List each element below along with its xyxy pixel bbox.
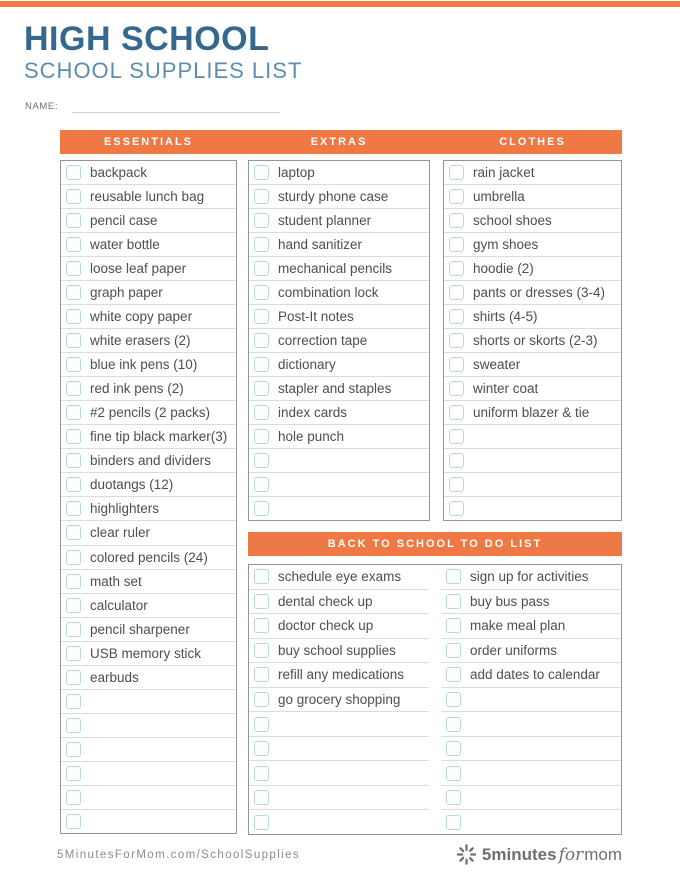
checklist-item-label: water bottle [90, 237, 160, 253]
checkbox[interactable] [446, 618, 461, 633]
checkbox[interactable] [66, 405, 81, 420]
checklist-row [249, 233, 429, 257]
checklist-item-label: #2 pencils (2 packs) [90, 405, 211, 421]
checklist-row [444, 305, 621, 329]
checkbox[interactable] [449, 477, 464, 492]
checkbox[interactable] [66, 213, 81, 228]
logo-text-script: for [558, 844, 584, 865]
checklist-item-label: uniform blazer & tie [473, 405, 590, 420]
checklist-row [441, 688, 621, 713]
checklist-item-label: math set [90, 573, 142, 589]
checklist-item-label: pencil sharpener [90, 621, 190, 637]
clothes-header: CLOTHES [499, 136, 566, 148]
checklist-row [441, 761, 621, 786]
checklist-row [444, 161, 621, 185]
essentials-header: ESSENTIALS [103, 136, 194, 148]
checklist-item-label: dictionary [278, 357, 336, 372]
checklist-item-label: backpack [90, 165, 148, 181]
checklist-row [249, 761, 429, 786]
checklist-item-label: gym shoes [473, 237, 539, 252]
checkbox[interactable] [66, 790, 81, 805]
checkbox[interactable] [254, 405, 269, 420]
checklist-row [249, 329, 429, 353]
checkbox[interactable] [66, 477, 81, 492]
checkbox[interactable] [446, 569, 461, 584]
checkbox[interactable] [254, 501, 269, 516]
checkbox[interactable] [254, 594, 269, 609]
checklist-row [61, 209, 236, 233]
checklist-item-label: school shoes [473, 213, 552, 228]
checklist-item-label: dental check up [278, 593, 373, 609]
checklist-row [441, 590, 621, 615]
checkbox[interactable] [66, 357, 81, 372]
checklist-item-label: make meal plan [470, 618, 566, 634]
checklist-item-label: rain jacket [473, 165, 535, 180]
checkbox[interactable] [254, 189, 269, 204]
checkbox[interactable] [449, 309, 464, 324]
checklist-row [61, 594, 236, 618]
checkbox[interactable] [446, 692, 461, 707]
checklist-row [441, 786, 621, 811]
checklist-item-label: Post-It notes [278, 309, 354, 324]
checkbox[interactable] [449, 405, 464, 420]
checklist-item-label: laptop [278, 165, 315, 180]
checkbox[interactable] [66, 742, 81, 757]
checklist-item-label: clear ruler [90, 525, 151, 541]
checklist-row [61, 161, 236, 185]
checklist-row [61, 281, 236, 305]
checklist-row [444, 449, 621, 473]
checkbox[interactable] [254, 692, 269, 707]
checkbox[interactable] [254, 237, 269, 252]
checklist-row [249, 425, 429, 449]
checklist-row [61, 786, 236, 810]
checkbox[interactable] [254, 309, 269, 324]
checklist-row [441, 810, 621, 834]
checklist-item-label: correction tape [278, 333, 368, 348]
checkbox[interactable] [449, 453, 464, 468]
checkbox[interactable] [254, 717, 269, 732]
checklist-row [249, 497, 429, 520]
checkbox[interactable] [446, 594, 461, 609]
checklist-item-label: winter coat [473, 381, 539, 396]
checklist-row [61, 618, 236, 642]
checklist-item-label: order uniforms [470, 642, 558, 658]
checklist-row [61, 810, 236, 833]
checklist-row [249, 737, 429, 762]
checklist-row [61, 425, 236, 449]
checklist-row [61, 642, 236, 666]
checklist-row [61, 353, 236, 377]
checklist-row [61, 449, 236, 473]
checklist-item-label: sturdy phone case [278, 189, 389, 204]
checklist-row [444, 497, 621, 520]
checkbox[interactable] [254, 766, 269, 781]
checkbox[interactable] [254, 453, 269, 468]
checklist-item-label: shorts or skorts (2-3) [473, 333, 598, 348]
checkbox[interactable] [254, 741, 269, 756]
checklist-row [249, 614, 429, 639]
checkbox[interactable] [449, 429, 464, 444]
checklist-row [249, 161, 429, 185]
checklist-row [61, 738, 236, 762]
checklist-item-label: graph paper [90, 285, 163, 301]
checklist-row [61, 762, 236, 786]
checklist-item-label: hole punch [278, 429, 345, 444]
checklist-row [61, 714, 236, 738]
checklist-item-label: pencil case [90, 213, 158, 229]
checklist-row [249, 473, 429, 497]
checkbox[interactable] [254, 790, 269, 805]
page-title: HIGH SCHOOL [24, 20, 270, 58]
checklist-row [249, 449, 429, 473]
footer-url: 5MinutesForMom.com/SchoolSupplies [57, 849, 301, 861]
checkbox[interactable] [66, 574, 81, 589]
checklist-item-label: stapler and staples [278, 381, 392, 396]
checkbox[interactable] [66, 550, 81, 565]
checklist-item-label: student planner [278, 213, 372, 228]
checklist-row [249, 377, 429, 401]
top-accent-bar [0, 1, 680, 7]
checklist-item-label: loose leaf paper [90, 261, 187, 277]
name-input[interactable] [72, 100, 280, 113]
checklist-item-label: mechanical pencils [278, 261, 393, 276]
checklist-row [249, 663, 429, 688]
checklist-row [249, 712, 429, 737]
checklist-row [61, 329, 236, 353]
checklist-row [249, 401, 429, 425]
checklist-item-label: buy bus pass [470, 593, 550, 609]
checklist-row [444, 425, 621, 449]
checklist-row [444, 377, 621, 401]
checkbox[interactable] [449, 333, 464, 348]
checklist-row [444, 473, 621, 497]
checkbox[interactable] [254, 569, 269, 584]
checklist-item-label: refill any medications [278, 667, 405, 683]
checklist-item-label: buy school supplies [278, 642, 396, 658]
checkbox[interactable] [449, 501, 464, 516]
checklist-row [61, 233, 236, 257]
checkbox[interactable] [66, 501, 81, 516]
checklist-row [61, 185, 236, 209]
checklist-row [61, 690, 236, 714]
checkbox[interactable] [66, 670, 81, 685]
checklist-row [441, 614, 621, 639]
checklist-row [444, 209, 621, 233]
checklist-item-label: schedule eye exams [278, 569, 402, 585]
checklist-row [249, 810, 429, 834]
checkbox[interactable] [254, 618, 269, 633]
checkbox[interactable] [446, 766, 461, 781]
checklist-row [444, 401, 621, 425]
extras-checklist [248, 160, 430, 521]
checkbox[interactable] [254, 285, 269, 300]
checkbox[interactable] [66, 165, 81, 180]
checklist-row [61, 521, 236, 545]
checklist-item-label: blue ink pens (10) [90, 357, 198, 373]
checkbox[interactable] [446, 741, 461, 756]
checkbox[interactable] [66, 237, 81, 252]
checklist-item-label: reusable lunch bag [90, 189, 205, 205]
checkbox[interactable] [449, 165, 464, 180]
checklist-row [61, 473, 236, 497]
checklist-row [249, 565, 429, 590]
checkbox[interactable] [66, 189, 81, 204]
checklist-item-label: hoodie (2) [473, 261, 534, 276]
checklist-item-label: add dates to calendar [470, 667, 600, 683]
checklist-row [444, 353, 621, 377]
checklist-row [441, 565, 621, 590]
checklist-row [249, 257, 429, 281]
checkbox[interactable] [66, 285, 81, 300]
checklist-item-label: pants or dresses (3-4) [473, 285, 606, 300]
checklist-item-label: colored pencils (24) [90, 549, 208, 565]
checklist-row [249, 639, 429, 664]
checkbox[interactable] [66, 598, 81, 613]
checkbox[interactable] [446, 790, 461, 805]
todo-section-header: BACK TO SCHOOL TO DO LIST [248, 532, 622, 556]
checkbox[interactable] [254, 333, 269, 348]
checkbox[interactable] [254, 643, 269, 658]
checklist-row [61, 377, 236, 401]
checkbox[interactable] [446, 667, 461, 682]
page-subtitle: SCHOOL SUPPLIES LIST [24, 58, 303, 83]
checklist-row [441, 663, 621, 688]
checklist-row [444, 329, 621, 353]
checklist-item-label: white erasers (2) [90, 333, 191, 349]
todo-column-right [441, 565, 621, 834]
checklist-item-label: calculator [90, 597, 148, 613]
checkbox[interactable] [254, 381, 269, 396]
section-header-bar [60, 130, 622, 154]
checklist-row [249, 281, 429, 305]
checklist-row [249, 185, 429, 209]
checklist-row [61, 497, 236, 521]
checkbox[interactable] [66, 766, 81, 781]
essentials-checklist [60, 160, 237, 834]
checklist-item-label: hand sanitizer [278, 237, 363, 252]
checkbox[interactable] [449, 189, 464, 204]
checklist-row [61, 570, 236, 594]
checklist-item-label: red ink pens (2) [90, 381, 184, 397]
checklist-item-label: earbuds [90, 669, 139, 685]
checklist-item-label: USB memory stick [90, 645, 202, 661]
starburst-icon [455, 843, 478, 866]
checkbox[interactable] [446, 717, 461, 732]
checkbox[interactable] [254, 815, 269, 830]
checkbox[interactable] [66, 814, 81, 829]
checkbox[interactable] [66, 453, 81, 468]
checklist-item-label: white copy paper [90, 309, 193, 325]
checkbox[interactable] [66, 525, 81, 540]
logo-text-regular: mom [584, 844, 622, 864]
todo-checklist [248, 564, 622, 835]
checklist-row [249, 786, 429, 811]
checklist-row [444, 233, 621, 257]
checklist-item-label: duotangs (12) [90, 477, 174, 493]
checkbox[interactable] [449, 357, 464, 372]
checkbox[interactable] [254, 477, 269, 492]
checklist-row [441, 737, 621, 762]
checkbox[interactable] [449, 381, 464, 396]
checklist-item-label: shirts (4-5) [473, 309, 538, 324]
checkbox[interactable] [66, 622, 81, 637]
checkbox[interactable] [66, 381, 81, 396]
checklist-row [249, 688, 429, 713]
checklist-item-label: binders and dividers [90, 453, 211, 469]
checklist-item-label: sweater [473, 357, 521, 372]
checkbox[interactable] [254, 667, 269, 682]
checkbox[interactable] [449, 237, 464, 252]
checkbox[interactable] [66, 333, 81, 348]
checklist-item-label: fine tip black marker(3) [90, 429, 228, 445]
checkbox[interactable] [254, 165, 269, 180]
checkbox[interactable] [449, 213, 464, 228]
checkbox[interactable] [446, 643, 461, 658]
checklist-row [249, 209, 429, 233]
checkbox[interactable] [66, 429, 81, 444]
checkbox[interactable] [254, 213, 269, 228]
extras-header: EXTRAS [310, 136, 368, 148]
checklist-item-label: sign up for activities [470, 569, 589, 585]
checkbox[interactable] [254, 429, 269, 444]
checkbox[interactable] [66, 646, 81, 661]
checkbox[interactable] [66, 694, 81, 709]
checklist-item-label: combination lock [278, 285, 379, 300]
checklist-row [249, 590, 429, 615]
name-label: NAME: [25, 101, 59, 112]
brand-logo [455, 843, 622, 866]
checkbox[interactable] [449, 261, 464, 276]
checklist-row [61, 257, 236, 281]
checklist-item-label: doctor check up [278, 618, 374, 634]
checklist-item-label: highlighters [90, 501, 160, 517]
checklist-row [61, 546, 236, 570]
logo-text-bold: 5minutes [481, 844, 557, 864]
checklist-row [444, 185, 621, 209]
checklist-row [61, 305, 236, 329]
checkbox[interactable] [66, 309, 81, 324]
checklist-row [61, 666, 236, 690]
todo-column-left [249, 565, 429, 834]
checklist-row [249, 305, 429, 329]
checkbox[interactable] [66, 261, 81, 276]
checkbox[interactable] [449, 285, 464, 300]
checklist-row [441, 639, 621, 664]
checkbox[interactable] [446, 815, 461, 830]
checklist-row [441, 712, 621, 737]
checkbox[interactable] [254, 357, 269, 372]
checklist-row [444, 281, 621, 305]
clothes-checklist [443, 160, 622, 521]
checklist-item-label: index cards [278, 405, 348, 420]
checkbox[interactable] [254, 261, 269, 276]
checklist-row [249, 353, 429, 377]
checklist-item-label: go grocery shopping [278, 692, 401, 707]
checklist-item-label: umbrella [473, 189, 525, 204]
checklist-row [61, 401, 236, 425]
checklist-row [444, 257, 621, 281]
checkbox[interactable] [66, 718, 81, 733]
